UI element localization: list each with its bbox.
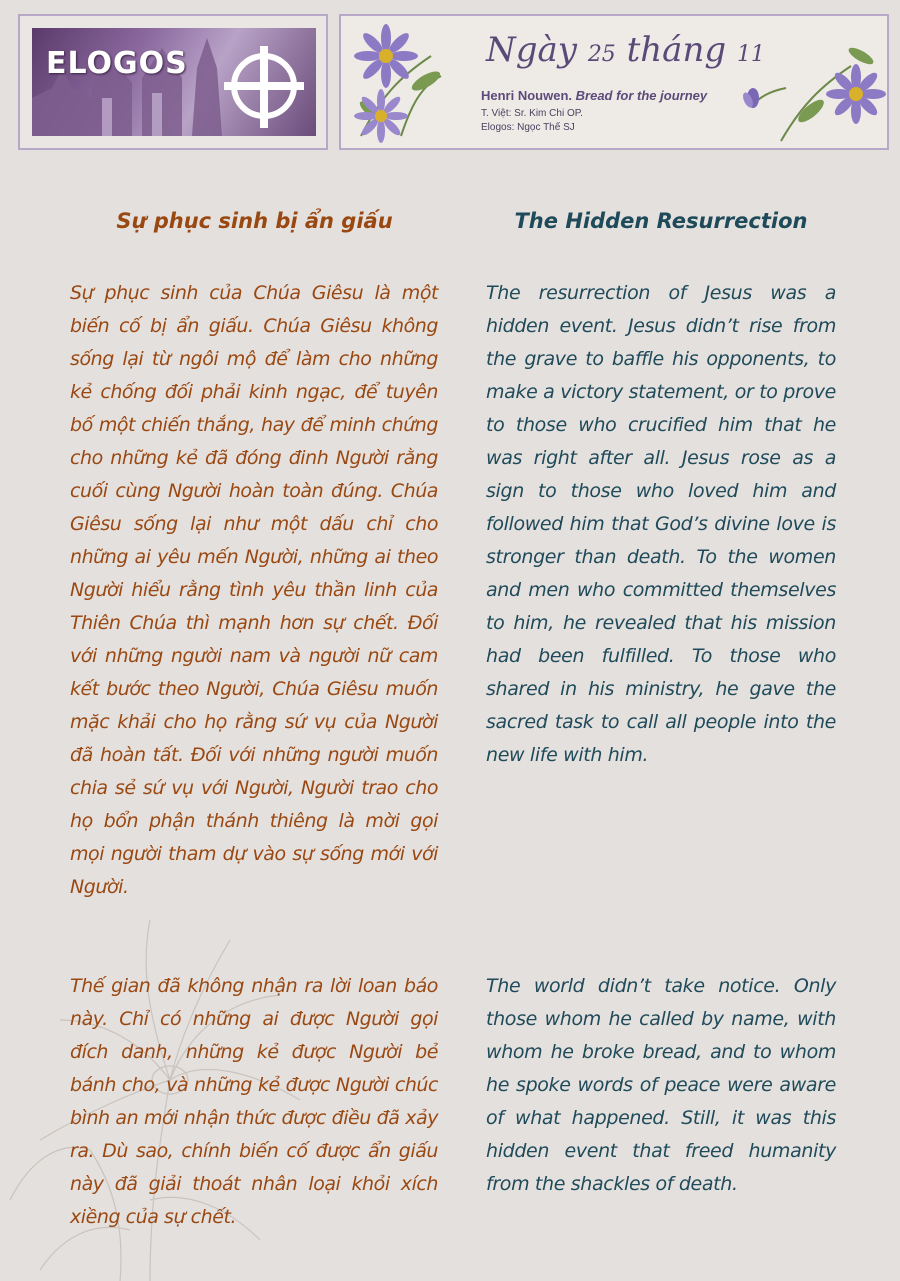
translator-credit: T. Việt: Sr. Kim Chi OP. — [481, 108, 583, 119]
date-prefix: Ngày — [486, 30, 577, 70]
english-paragraph-2: The world didn’t take notice. Only those whom he called by name, with whom he broke bread, and to whom he spoke words of peace were aware of what happened. Still, it was this hidden event that freed humanity from the shackles of death. — [486, 975, 836, 1195]
author-name: Henri Nouwen. — [481, 88, 573, 103]
author-line — [481, 88, 707, 103]
cathedral-silhouette-icon — [32, 28, 316, 136]
vietnamese-title: Sự phục sinh bị ẩn giấu — [116, 209, 393, 233]
english-title: The Hidden Resurrection — [514, 209, 808, 233]
vietnamese-paragraph-2: Thế gian đã không nhận ra lời loan báo này. Chỉ có những ai được Người gọi đích danh, những kẻ được Người bẻ bánh cho, và những kẻ được Người chúc bình an mới nhận thức được điều đã xảy ra. Dù sao, chính biến cố được ẩn giấu này đã giải thoát nhân loại khỏi xích xiềng của sự chết. — [70, 975, 438, 1228]
book-title: Bread for the journey — [575, 88, 708, 103]
date-heading — [486, 30, 765, 70]
logo-text: ELOGOS — [46, 46, 188, 81]
vietnamese-paragraph-1: Sự phục sinh của Chúa Giêsu là một biến cố bị ẩn giấu. Chúa Giêsu không sống lại từ ngôi mộ để làm cho những kẻ chống đối phải kinh ngạc, để tuyên bố một chiến thắng, hay để minh chứng cho những kẻ đã đóng đinh Người rằng cuối cùng Người hoàn toàn đúng. Chúa Giêsu sống lại như một dấu chỉ cho những ai yêu mến Người, những ai theo Người hiểu rằng tình yêu thần linh của Thiên Chúa thì mạnh hơn sự chết. Đối với những người nam và người nữ cam kết bước theo Người, Chúa Giêsu muốn mặc khải cho họ rằng sứ vụ của Người đã hoàn tất. Đối với những người muốn chia sẻ sứ vụ với Người, Người trao cho họ bổn phận thánh thiêng là mời gọi mọi người tham dự vào sự sống mới với Người. — [70, 282, 438, 898]
date-month-word: tháng — [626, 30, 727, 70]
logo-image — [32, 28, 316, 136]
english-paragraph-1: The resurrection of Jesus was a hidden event. Jesus didn’t rise from the grave to baffle his opponents, to make a victory statement, or to prove to those who crucified him that he was right after all. Jesus rose as a sign to those who loved him and followed him that God’s divine love is stronger than death. To the women and men who committed themselves to him, he revealed that his mission had been fulfilled. To those who shared in his ministry, he gave the sacred task to call all people into the new life with him. — [486, 282, 836, 766]
date-month: 11 — [736, 42, 765, 67]
logo-panel — [18, 14, 328, 150]
editor-credit: Elogos: Ngọc Thế SJ — [481, 122, 575, 133]
date-day: 25 — [587, 42, 616, 67]
